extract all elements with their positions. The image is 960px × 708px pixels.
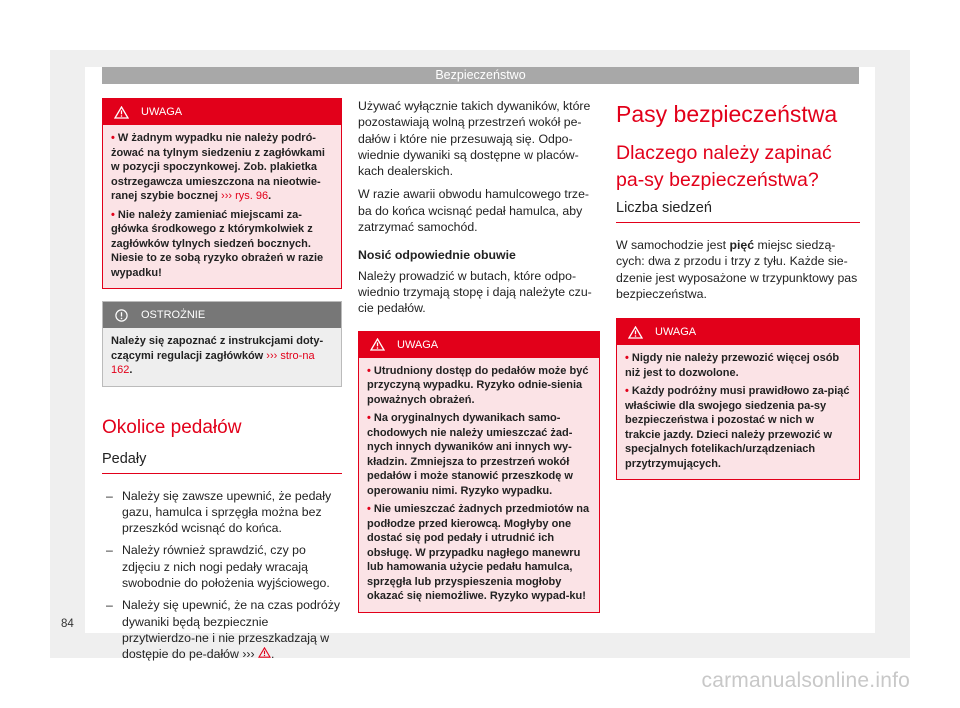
warning-box: [358, 331, 600, 613]
warning-ref-icon: [258, 647, 271, 661]
warning-header: [103, 99, 341, 125]
warning-body: [617, 345, 859, 479]
warning-item: • Nigdy nie należy przewozić więcej osób niż jest to dozwolone.: [625, 352, 840, 379]
warning-triangle-icon: [369, 338, 385, 351]
warning-ref-link[interactable]: ›››: [242, 647, 255, 662]
warning-triangle-icon: [113, 106, 129, 119]
list-item: – Należy się zawsze upewnić, że pedały gazu, hamulca i sprzęgła można bez przeszkód wcisnąć do końca.: [102, 488, 342, 537]
warning-box: [102, 98, 342, 289]
warning-body: [103, 125, 341, 288]
warning-label: UWAGA: [655, 326, 697, 339]
warning-header: [359, 332, 599, 358]
paragraph: Używać wyłącznie takich dywaników, które pozostawiają wolną przestrzeń wokół pe-dałów i które nie przesuwają się. Odpo-wiednie dywaniki są dostępne w placów-kach dealerskich.: [358, 99, 591, 179]
paragraph-heading: Nosić odpowiednie obuwie: [358, 248, 516, 263]
warning-triangle-icon: [627, 326, 643, 339]
list-item: – Należy również sprawdzić, czy po zdjęciu z nich nogi pedały wracają swobodnie do położenia wyjściowego.: [102, 542, 342, 591]
section-title: Okolice pedałów: [102, 416, 242, 438]
column-left: [102, 98, 342, 662]
warning-box: [616, 318, 860, 480]
warning-item: • W żadnym wypadku nie należy podró-żować na tylnym siedzeniu z zagłówkami w pozycji spoczynkowej. Zob. plakietka ostrzegawcza umieszczona na nieotwie-ranej szybie bocznej ››› rys. 96.: [111, 132, 325, 202]
caution-circle-icon: [113, 309, 129, 322]
paragraph: W samochodzie jest pięć miejsc siedzą-cych: dwa z przodu i trzy z tyłu. Każde sie-dzenie jest wyposażone w trzypunktowy pas bezpieczeństwa.: [616, 238, 858, 301]
caution-body: Należy się zapoznać z instrukcjami doty-czącymi regulacji zagłówków ››› stro-na 162.: [103, 328, 341, 386]
dash-list: [102, 488, 342, 663]
column-middle: [358, 98, 600, 613]
warning-item: • Nie należy zamieniać miejscami za-główka środkowego z którymkolwiek z zagłówków tylnych siedzeń bocznych. Niesie to ze sobą ryzyko obrażeń w razie wypadku!: [111, 208, 324, 279]
chapter-subtitle: Dlaczego należy zapinać pa-sy bezpieczeństwa?: [616, 142, 832, 191]
watermark: carmanualsonline.info: [701, 669, 910, 692]
chapter-title: Pasy bezpieczeństwa: [616, 101, 838, 127]
warning-item: • Utrudniony dostęp do pedałów może być przyczyną wypadku. Ryzyko odnie-sienia poważnych obrażeń.: [367, 364, 589, 406]
warning-label: UWAGA: [397, 338, 439, 351]
subsection-title: Liczba siedzeń: [616, 200, 860, 223]
paragraph: Należy prowadzić w butach, które odpo-wiednio trzymają stopę i dają należyte czu-cie pedałów.: [358, 268, 592, 316]
warning-item: • Każdy podróżny musi prawidłowo za-piąć właściwie dla swojego siedzenia pa-sy bezpieczeństwa i pozostać w nich w trakcie jazdy. Dzieci należy przewozić w specjalnych fotelikach/urządzeniach przytrzymujących.: [625, 385, 850, 470]
page-link[interactable]: ››› stro-na 162: [111, 349, 315, 376]
warning-label: UWAGA: [141, 106, 183, 118]
subsection-title: Pedały: [102, 451, 342, 474]
page-header: Bezpieczeństwo: [102, 67, 859, 84]
list-item: – Należy się upewnić, że na czas podróży dywaniki będą bezpiecznie przytwierdzo-ne i nie przeszkadzają w dostępie do pe-dałów ››› .: [102, 597, 342, 662]
figure-link[interactable]: ››› rys. 96: [221, 190, 269, 202]
caution-box: [102, 301, 342, 387]
warning-body: [359, 358, 599, 612]
column-right: [616, 98, 860, 480]
warning-item: • Na oryginalnych dywanikach samo-chodowych nie należy umieszczać żad-nych innych dywaników ani innych wy-kładzin. Zmniejsza to przestrzeń wokół pedałów i może stanowić przeszkodę w operowaniu nimi. Ryzyko wypadku.: [367, 412, 573, 497]
warning-header: [617, 319, 859, 345]
caution-header: [103, 302, 341, 328]
page-number: 84: [61, 618, 74, 630]
warning-item: • Nie umieszczać żadnych przedmiotów na podłodze przed kierowcą. Mogłyby one dostać się pod pedały i utrudnić ich obsługę. W przypadku nagłego manewru lub hamowania użycie pedału hamulca, sprzęgła lub przyspieszenia mogłoby okazać się niemożliwe. Ryzyko wypad-ku!: [367, 503, 590, 603]
paragraph: W razie awarii obwodu hamulcowego trze-ba do końca wcisnąć pedał hamulca, aby zatrzymać samochód.: [358, 187, 590, 235]
caution-label: OSTROŻNIE: [141, 309, 206, 321]
